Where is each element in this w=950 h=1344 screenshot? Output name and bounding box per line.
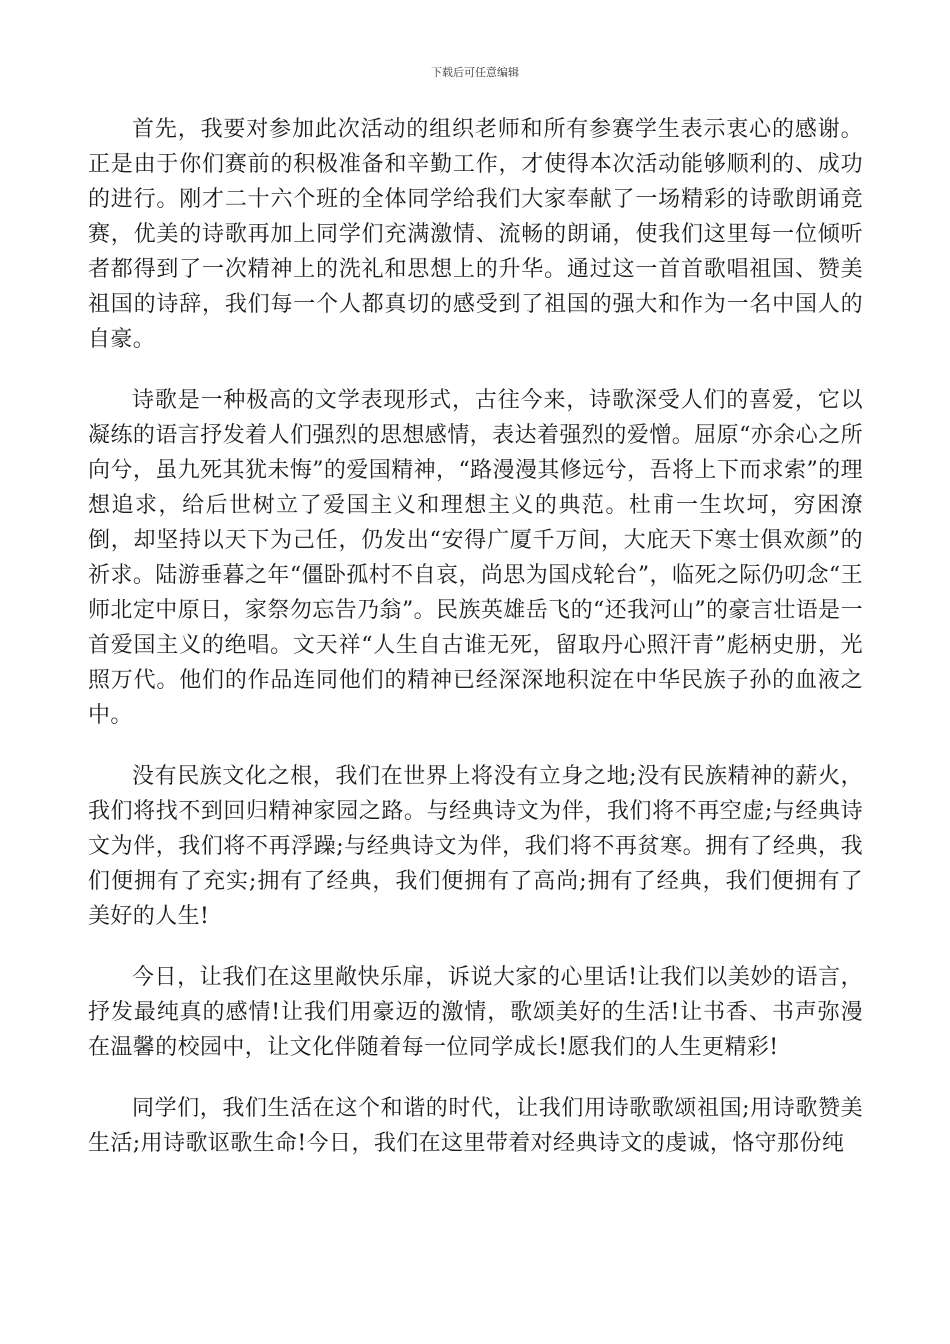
document-body — [88, 112, 863, 1187]
paragraph-thanks: 首先，我要对参加此次活动的组织老师和所有参赛学生表示衷心的感谢。正是由于你们赛前的积极准备和辛勤工作，才使得本次活动能够顺利的、成功的进行。刚才二十六个班的全体同学给我们大家奉献了一场精彩的诗歌朗诵竞赛，优美的诗歌再加上同学们充满激情、流畅的朗诵，使我们这里每一位倾听者都得到了一次精神上的洗礼和思想上的升华。通过这一首首歌唱祖国、赞美祖国的诗辞，我们每一个人都真切的感受到了祖国的强大和作为一名中国人的自豪。 — [88, 117, 863, 352]
paragraph-today: 今日，让我们在这里敞快乐扉，诉说大家的心里话!让我们以美妙的语言，抒发最纯真的感情!让我们用豪迈的激情，歌颂美好的生活!让书香、书声弥漫在温馨的校园中，让文化伴随着每一位同学成长!愿我们的人生更精彩! — [88, 965, 863, 1060]
paragraph-culture: 没有民族文化之根，我们在世界上将没有立身之地;没有民族精神的薪火，我们将找不到回归精神家园之路。与经典诗文为伴，我们将不再空虚;与经典诗文为伴，我们将不再浮躁;与经典诗文为伴，我们将不再贫寒。拥有了经典，我们便拥有了充实;拥有了经典，我们便拥有了高尚;拥有了经典，我们便拥有了美好的人生! — [88, 764, 863, 929]
paragraph-poetry: 诗歌是一种极高的文学表现形式，古往今来，诗歌深受人们的喜爱，它以凝练的语言抒发着人们强烈的思想感情，表达着强烈的爱憎。屈原“亦余心之所向兮，虽九死其犹未悔”的爱国精神，“路漫漫其修远兮，吾将上下而求索”的理想追求，给后世树立了爱国主义和理想主义的典范。杜甫一生坎坷，穷困潦倒，却坚持以天下为己任，仍发出“安得广厦千万间，大庇天下寒士俱欢颜”的祈求。陆游垂暮之年“僵卧孤村不自哀，尚思为国戍轮台”，临死之际仍叨念“王师北定中原日，家祭勿忘告乃翁”。民族英雄岳飞的“还我河山”的豪言壮语是一首爱国主义的绝唱。文天祥“人生自古谁无死，留取丹心照汗青”彪柄史册，光照万代。他们的作品连同他们的精神已经深深地积淀在中华民族子孙的血液之中。 — [88, 388, 863, 728]
paragraph-students: 同学们，我们生活在这个和谐的时代，让我们用诗歌歌颂祖国;用诗歌赞美生活;用诗歌讴歌生命!今日，我们在这里带着对经典诗文的虔诚，恪守那份纯 — [88, 1096, 863, 1156]
page-header: 下载后可任意编辑 — [431, 66, 519, 79]
